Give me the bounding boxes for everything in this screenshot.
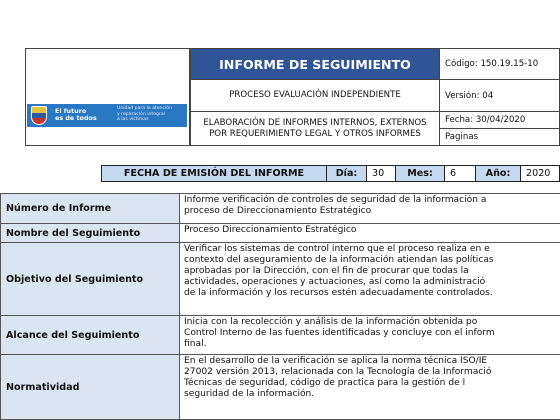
document-version: Versión: 04: [440, 80, 560, 112]
regulations-label: Normatividad: [0, 355, 180, 420]
report-number-value: [180, 193, 560, 224]
regulations-line: En el desarrollo de la verificación se aplica la norma técnica ISO/IE: [184, 356, 488, 366]
objective-line: actividades, operaciones y actuaciones, así como la administració: [184, 276, 486, 287]
scope-line: Inicia con la recolección y análisis de la información obtenida po: [184, 317, 478, 327]
month-label: Mes:: [396, 165, 445, 182]
tracking-name-label: Nombre del Seguimiento: [0, 224, 180, 243]
report-number-line: proceso de Direccionamiento Estratégico: [184, 205, 372, 216]
report-number-line: Informe verificación de controles de seguridad de la información a: [184, 195, 487, 205]
regulations-value: [180, 355, 560, 420]
logo-unit-name: [117, 106, 187, 123]
logo-cell: [25, 48, 190, 146]
year-value: 2020: [521, 165, 560, 182]
objective-label: Objetivo del Seguimiento: [0, 243, 180, 316]
scope-line: final.: [184, 338, 207, 349]
document-pages: Paginas: [440, 129, 560, 146]
logo-unit-line2: y reparación integral: [117, 111, 165, 117]
tracking-name-line: Proceso Direccionamiento Estratégico: [184, 225, 357, 235]
report-title-cell: [190, 48, 440, 80]
objective-line: Verificar los sistemas de control interno que el proceso realiza en e: [184, 244, 490, 254]
entity-logo-banner: [27, 104, 187, 127]
objective-value: [180, 243, 560, 316]
day-value: 30: [367, 165, 396, 182]
tracking-name-value: [180, 224, 560, 243]
objective-line: aprobadas por la Dirección, con el fin de procurar que todas la: [184, 265, 469, 276]
report-number-label: Número de Informe: [0, 193, 180, 224]
logo-slogan: [55, 108, 105, 122]
report-title: INFORME DE SEGUIMIENTO: [219, 56, 411, 72]
objective-line: contexto del aseguramiento de la información atiendan las políticas: [184, 254, 494, 265]
logo-unit-line1: Unidad para la atención: [117, 106, 172, 111]
document-date: Fecha: 30/04/2020: [440, 112, 560, 129]
emission-date-label: FECHA DE EMISIÓN DEL INFORME: [101, 165, 327, 182]
document-code: Código: 150.19.15-10: [440, 48, 560, 80]
logo-slogan-line2: es de todos: [55, 114, 97, 122]
coat-of-arms-icon: [31, 106, 47, 125]
month-value: 6: [445, 165, 476, 182]
document-type: ELABORACIÓN DE INFORMES INTERNOS, EXTERNOS POR REQUERIMIENTO LEGAL Y OTROS INFORMES: [190, 112, 440, 146]
day-label: Día:: [327, 165, 367, 182]
scope-label: Alcance del Seguimiento: [0, 316, 180, 355]
process-name: PROCESO EVALUACIÒN INDEPENDIENTE: [190, 80, 440, 112]
regulations-line: 27002 versión 2013, relacionada con la Tecnología de la Informació: [184, 366, 492, 377]
regulations-line: seguridad de la información.: [184, 388, 315, 399]
year-label: Año:: [476, 165, 521, 182]
scope-value: [180, 316, 560, 355]
objective-line: de la información y los recursos estén adecuadamente controlados.: [184, 287, 493, 298]
scope-line: Control Interno de las fuentes identificadas y concluye con el inform: [184, 327, 495, 338]
logo-slogan-line1: El futuro: [55, 107, 87, 115]
regulations-line: Técnicas de seguridad, código de practica para la gestión de l: [184, 377, 466, 388]
logo-unit-line3: a las víctimas: [117, 117, 149, 123]
